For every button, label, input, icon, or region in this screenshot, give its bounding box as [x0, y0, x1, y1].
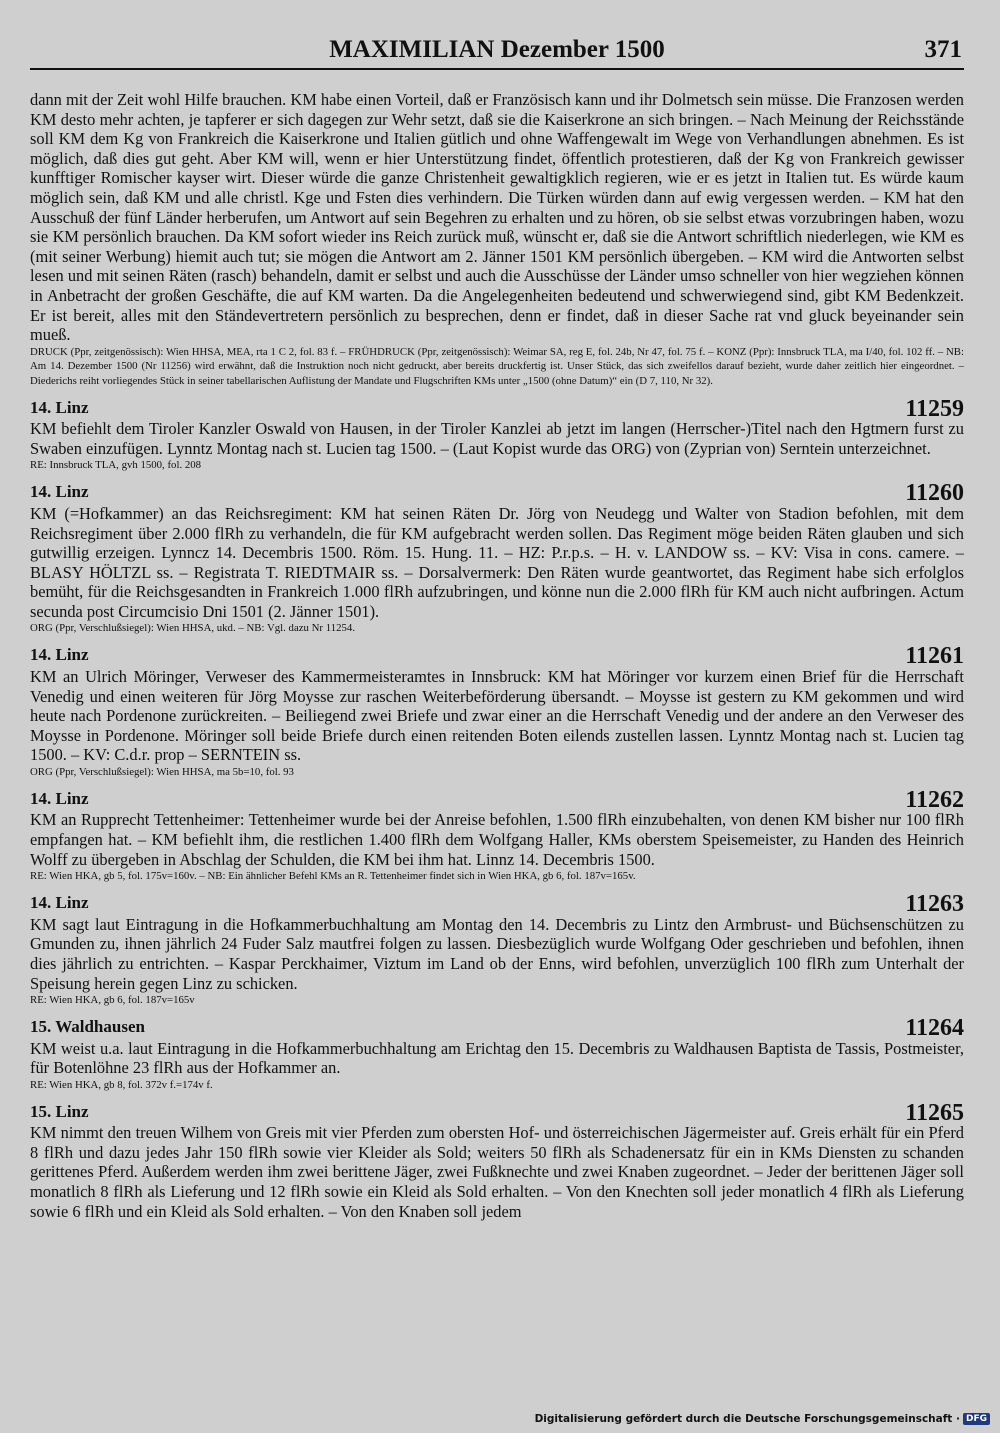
- page-number: 371: [924, 36, 962, 63]
- entry-heading: [30, 394, 964, 422]
- entry-heading: [30, 890, 964, 918]
- entry-date-place: 14. Linz: [30, 645, 89, 665]
- regest-entry: [30, 785, 964, 883]
- entry-text: KM nimmt den treuen Wilhem von Greis mit vier Pferden zum obersten Hof- und österreichischen Jägermeister auf. Greis erhält für ein Pferd 8 flRh und dazu jedes Jahr 150 flRh sowie vier Kleider als Sold; weiters 50 flRh als Schadenersatz für ein in KMs Diensten zu schanden gerittenes Pferd. Außerdem werden ihm zwei berittene Jäger, zwei Fußknechte und zwei Knaben zugeordnet. – Jeder der berittenen Jäger soll monatlich 8 flRh als Lieferung und 12 flRh sowie ein Kleid als Sold erhalten. – Von den Knechten soll jeder monatlich 4 flRh als Lieferung sowie 6 flRh und ein Kleid als Sold erhalten. – Von den Knaben soll jedem: [30, 1123, 964, 1221]
- entry-number: 11265: [905, 1099, 964, 1126]
- entry-heading: [30, 1014, 964, 1039]
- entry-date-place: 15. Linz: [30, 1101, 89, 1121]
- entry-heading: [30, 642, 964, 670]
- entry-date-place: 14. Linz: [30, 893, 89, 913]
- regest-entry: [30, 1014, 964, 1093]
- entry-date-place: 14. Linz: [30, 397, 89, 417]
- entry-text: KM weist u.a. laut Eintragung in die Hofkammerbuchhaltung am Erichtag den 15. Decembris zu Waldhausen Baptista de Tassis, Postmeister, für Botenlöhne 23 flRh aus der Hofkammer an.: [30, 1038, 964, 1078]
- entry-heading: [30, 785, 964, 813]
- entry-text: KM befiehlt dem Tiroler Kanzler Oswald von Hausen, in der Tiroler Kanzlei ab jetzt im langen (Herrscher-)Titel nach den Hgtmern furst zu Swaben einzufügen. Lynntz Montag nach st. Lucien tag 1500. – (Laut Kopist wurde das ORG) von (Zyprian von) Serntein unterzeichnet.: [30, 419, 964, 458]
- entry-date-place: 15. Waldhausen: [30, 1017, 145, 1036]
- entry-date-place: 14. Linz: [30, 482, 89, 502]
- entry-number: 11263: [905, 891, 964, 918]
- entry-text: KM an Rupprecht Tettenheimer: Tettenheimer wurde bei der Anreise befohlen, 1.500 flRh einzubehalten, von denen KM bisher nur 100 flRh empfangen hat. – KM befiehlt ihm, die restlichen 1.400 flRh dem Wolfgang Haller, KMs oberstem Speisemeister, zu Handen des Heinrich Wolff zu übergeben in Abschlag der Schulden, die KM bei ihm hat. Linnz 14. Decembris 1500.: [30, 810, 964, 869]
- entry-number: 11259: [905, 395, 964, 422]
- digitization-footer: [535, 1413, 990, 1425]
- entry-text: KM an Ulrich Möringer, Verweser des Kammermeisteramtes in Innsbruck: KM hat Möringer vor kurzem einen Brief für die Herrschaft Venedig und einen weiteren für Jörg Moysse zur raschen Weiterbeförderung übersandt. – Moysse ist gestern zu KM gekommen und wird heute nach Pordenone zurückreiten. – Beiliegend zwei Briefe und zwar einer an die Herrschaft Venedig und der andere an den Verweser des Moysse in Pordenone. Möringer soll beide Briefe durch einen reitenden Boten eilends zustellen lassen. Lynntz Montag nach st. Lucien tag 1500. – KV: C.d.r. prop – SERNTEIN ss.: [30, 666, 964, 765]
- entry-source-note: RE: Innsbruck TLA, gvh 1500, fol. 208: [30, 459, 202, 472]
- regest-entry: [30, 642, 964, 779]
- entry-date-place: 14. Linz: [30, 788, 89, 808]
- intro-paragraph: dann mit der Zeit wohl Hilfe brauchen. KM habe einen Vorteil, daß er Französisch kann und ihr Dolmetsch sein müsse. Die Franzosen werden KM desto mehr achten, je tapferer er sich dagegen zur Wehr setzt, daß sie die Kaiserkrone an sich bringen. – Nach Meinung der Reichsstände soll KM dem Kg von Frankreich die Kaiserkrone und Italien gütlich und ohne Waffengewalt im Wege von Verhandlungen abnehmen. Es ist möglich, daß dies gut geht. Aber KM will, wenn er hier Unterstützung findet, öffentlich protestieren, daß der Kg von Frankreich gewisser kunfftiger Romischer kayser wirt. Dieser würde die ganze Christenheit gewaltigklich regieren, wie er es jetzt in Italien tut. Es würde kaum möglich sein, daß KM und alle christl. Kge und Fsten dies verhindern. Die Türken würden dann auf ewig vergessen werden. – KM hat den Ausschuß der fünf Länder herberufen, um Antwort auf sein Begehren zu erhalten und zu hören, ob sie selbst etwas vorzubringen haben, wozu sie KM persönlich brauchen. Da KM sofort wieder ins Reich zurück muß, wünscht er, daß sie die Antwort schriftlich niederlegen, wie KM es (mit seiner Werbung) hiemit auch tut; sie mögen die Antwort am 2. Jänner 1501 KM persönlich übergeben. – KM wird die Antworten selbst lesen und mit seinen Räten (rasch) behandeln, damit er selbst und auch die Ausschüsse der Länder umso schneller von hier wegziehen können in Anbetracht der großen Geschäfte, die auf KM warten. Da die Angelegenheiten bedeutend und schwerwiegend sind, gibt KM Bedenkzeit. Er ist bereit, alles mit den Ständevertretern persönlich zu besprechen, denn er findet, daß in dieser Sache rat vnd gluck beyeinander sein mueß.: [30, 90, 964, 345]
- intro-source-note: DRUCK (Ppr, zeitgenössisch): Wien HHSA, MEA, rta 1 C 2, fol. 83 f. – FRÜHDRUCK (Ppr, zeitgenössisch): Weimar SA, reg E, fol. 24b, Nr 47, fol. 75 f. – KONZ (Ppr): Innsbruck TLA, ma I/40, fol. 102 ff. – NB: Am 14. Dezember 1500 (Nr 11256) wird erwähnt, daß die Instruktion noch nicht gedruckt, aber bereits druckfertig ist. Unser Stück, das sich zweifellos darauf bezieht, wurde daher zeitlich hier eingeordnet. – Diederichs reiht vorliegendes Stück in seiner tabellarischen Auflistung der Mandate und Flugschriften KMs unter „1500 (ohne Datum)“ ein (D 7, 110, Nr 32).: [30, 345, 964, 387]
- entry-source-note: ORG (Ppr, Verschlußsiegel): Wien HHSA, ukd. – NB: Vgl. dazu Nr 11254.: [30, 622, 356, 635]
- regest-entry: [30, 394, 964, 473]
- entry-heading: [30, 479, 964, 507]
- regest-entry: [30, 479, 964, 636]
- entry-source-note: RE: Wien HKA, gb 8, fol. 372v f.=174v f.: [30, 1078, 213, 1091]
- regest-entry: [30, 890, 964, 1008]
- entry-text: KM (=Hofkammer) an das Reichsregiment: KM hat seinen Räten Dr. Jörg von Neudegg und Walter von Stadion befohlen, mit dem Reichsregiment über 2.000 flRh zu verhandeln, die für KM aufgebracht werden sollen. Das Regiment möge beiden Räten glauben und sich gutwillig erzeigen. Lynncz 14. Decembris 1500. Röm. 15. Hung. 11. – HZ: P.r.p.s. – H. v. LANDOW ss. – KV: Visa in cons. camere. – BLASY HÖLTZL ss. – Registrata T. RIEDTMAIR ss. – Dorsalvermerk: Den Räten wurde geantwortet, das Regiment habe sich erfolglos bemüht, für die Reichsgesandten in Frankreich 1.000 flRh aufzubringen, und könne nun die 2.000 flRh für KM auch nicht aufbringen. Actum secunda post Circumcisio Dni 1501 (2. Jänner 1501).: [30, 503, 964, 621]
- dfg-logo-icon: DFG: [963, 1413, 990, 1425]
- entry-number: 11260: [905, 480, 964, 507]
- entry-number: 11262: [905, 786, 964, 813]
- entry-text: KM sagt laut Eintragung in die Hofkammerbuchhaltung am Montag den 14. Decembris zu Lintz den Armbrust- und Büchsenschützen zu Gmunden zu, ihnen jährlich 24 Fuder Salz mautfrei folgen zu lassen. Diesbezüglich wurde Wolfgang Oder geschrieben und befohlen, ihnen dies jährlich zu entrichten. – Kaspar Perckhaimer, Viztum im Land ob der Enns, wird befohlen, unverzüglich 100 flRh zum Unterhalt der Speisung herein gegen Linz zu schicken.: [30, 914, 964, 993]
- entry-source-note: RE: Wien HKA, gb 6, fol. 187v=165v: [30, 994, 195, 1007]
- footer-text: Digitalisierung gefördert durch die Deutsche Forschungsgemeinschaft ·: [534, 1413, 960, 1425]
- running-title: MAXIMILIAN Dezember 1500: [329, 36, 665, 63]
- regest-entry: [30, 1098, 964, 1221]
- entry-number: 11261: [905, 643, 964, 670]
- page-content: [30, 90, 964, 1221]
- entry-heading: [30, 1098, 964, 1126]
- entry-source-note: ORG (Ppr, Verschlußsiegel): Wien HHSA, ma 5b=10, fol. 93: [30, 765, 294, 778]
- page-header: [30, 34, 964, 70]
- entry-source-note: RE: Wien HKA, gb 5, fol. 175v=160v. – NB: Ein ähnlicher Befehl KMs an R. Tettenheimer findet sich in Wien HKA, gb 6, fol. 187v=165v.: [30, 870, 636, 883]
- entry-number: 11264: [905, 1015, 964, 1041]
